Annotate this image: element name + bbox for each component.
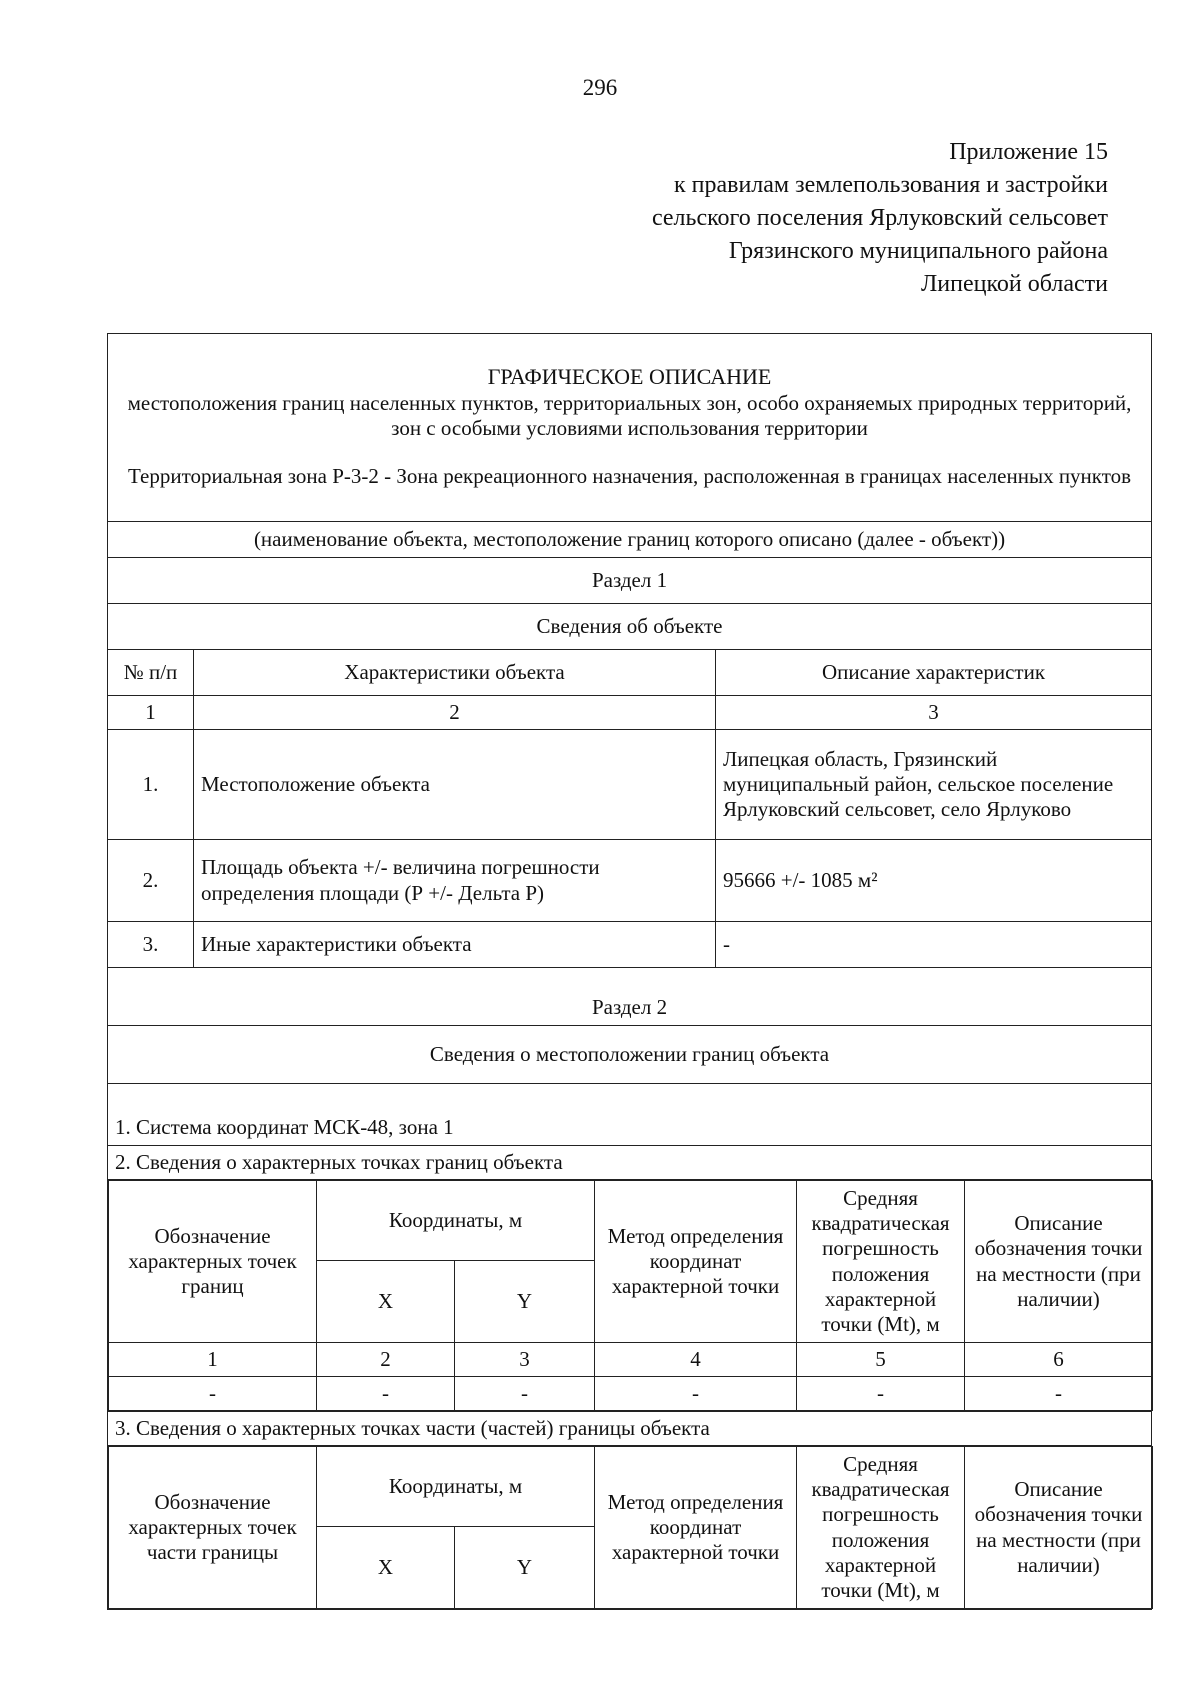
- coords-header: Координаты, м: [317, 1181, 595, 1261]
- row-name: Иные характеристики объекта: [194, 922, 716, 968]
- row-num: 3.: [108, 922, 194, 968]
- row-value: -: [716, 922, 1152, 968]
- row-num: 2.: [108, 840, 194, 922]
- annex-line: к правилам землепользования и застройки: [673, 172, 1108, 198]
- description-header: Описание обозначения точки на местности (при наличии): [965, 1181, 1153, 1343]
- coordinate-system: 1. Система координат МСК-48, зона 1: [108, 1084, 1152, 1146]
- graphic-description-table: [107, 333, 1152, 1610]
- empty-cell: -: [455, 1377, 595, 1411]
- designation-part-header: Обозначение характерных точек части границы: [109, 1447, 317, 1609]
- empty-cell: -: [965, 1377, 1153, 1411]
- zone-name: Территориальная зона Р-3-2 - Зона рекреационного назначения, расположенная в границах населенных пунктов: [127, 463, 1132, 488]
- doc-subtitle: местоположения границ населенных пунктов, территориальных зон, особо охраняемых природных территорий, зон с особыми условиями использования территории: [127, 391, 1132, 441]
- section2-subtitle: Сведения о местоположении границ объекта: [108, 1026, 1152, 1084]
- col-number: 1: [108, 696, 194, 730]
- empty-cell: -: [595, 1377, 797, 1411]
- row-name: Площадь объекта +/- величина погрешности определения площади (Р +/- Дельта Р): [194, 840, 716, 922]
- error-header: Средняя квадратическая погрешность положения характерной точки (Mt), м: [797, 1447, 965, 1609]
- points-table-cell: [108, 1180, 1152, 1412]
- col-number: 2: [317, 1343, 455, 1377]
- parts-title: 3. Сведения о характерных точках части (частей) границы объекта: [108, 1412, 1152, 1446]
- col-number: 3: [455, 1343, 595, 1377]
- y-header: Y: [455, 1527, 595, 1609]
- col-header-num: № п/п: [108, 650, 194, 696]
- annex-line: Липецкой области: [921, 271, 1108, 297]
- description-header: Описание обозначения точки на местности (при наличии): [965, 1447, 1153, 1609]
- annex-line: Приложение 15: [949, 139, 1108, 165]
- col-number: 2: [194, 696, 716, 730]
- section1-subtitle: Сведения об объекте: [108, 604, 1152, 650]
- table-row: [108, 730, 1152, 840]
- parts-table: [108, 1446, 1153, 1609]
- points-title: 2. Сведения о характерных точках границ объекта: [108, 1146, 1152, 1180]
- header-cell: [108, 334, 1152, 522]
- col-number: 6: [965, 1343, 1153, 1377]
- doc-title: ГРАФИЧЕСКОЕ ОПИСАНИЕ: [487, 364, 772, 390]
- parts-table-cell: [108, 1446, 1152, 1610]
- method-header: Метод определения координат характерной точки: [595, 1447, 797, 1609]
- x-header: X: [317, 1261, 455, 1343]
- y-header: Y: [455, 1261, 595, 1343]
- section1-title: Раздел 1: [108, 558, 1152, 604]
- points-table: [108, 1180, 1153, 1411]
- col-number: 5: [797, 1343, 965, 1377]
- table-row: [109, 1377, 1153, 1411]
- row-value: 95666 +/- 1085 м²: [716, 840, 1152, 922]
- page-number: 296: [582, 75, 618, 100]
- table-row: [108, 840, 1152, 922]
- annex-line: сельского поселения Ярлуковский сельсовет: [651, 205, 1108, 231]
- section2-title: Раздел 2: [108, 968, 1152, 1026]
- coords-header: Координаты, м: [317, 1447, 595, 1527]
- col-header-characteristics: Характеристики объекта: [194, 650, 716, 696]
- row-value: Липецкая область, Грязинский муниципальный район, сельское поселение Ярлуковский сельсовет, село Ярлуково: [716, 730, 1152, 840]
- annex-line: Грязинского муниципального района: [728, 238, 1108, 264]
- empty-cell: -: [109, 1377, 317, 1411]
- x-header: X: [317, 1527, 455, 1609]
- error-header: Средняя квадратическая погрешность положения характерной точки (Mt), м: [797, 1181, 965, 1343]
- annex-header: [548, 136, 1108, 301]
- empty-cell: -: [317, 1377, 455, 1411]
- designation-header: Обозначение характерных точек границ: [109, 1181, 317, 1343]
- row-name: Местоположение объекта: [194, 730, 716, 840]
- empty-cell: -: [797, 1377, 965, 1411]
- table-row: [108, 922, 1152, 968]
- col-number: 1: [109, 1343, 317, 1377]
- col-header-description: Описание характеристик: [716, 650, 1152, 696]
- method-header: Метод определения координат характерной точки: [595, 1181, 797, 1343]
- row-num: 1.: [108, 730, 194, 840]
- object-caption: (наименование объекта, местоположение границ которого описано (далее - объект)): [108, 522, 1152, 558]
- col-number: 4: [595, 1343, 797, 1377]
- col-number: 3: [716, 696, 1152, 730]
